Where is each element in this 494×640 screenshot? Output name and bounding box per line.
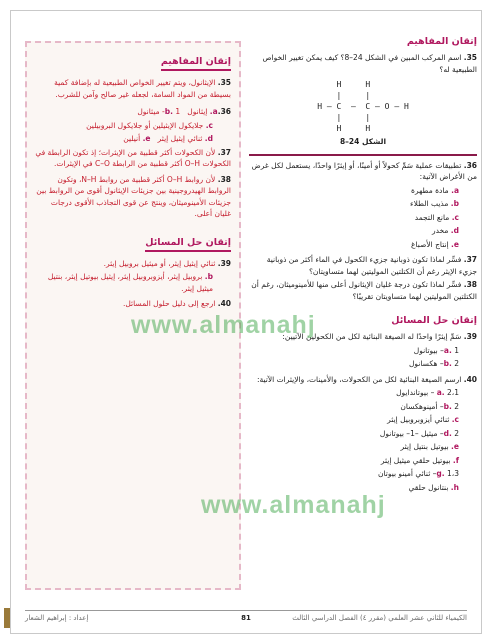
list-item: a. مادة مطهرة <box>411 185 459 195</box>
list-item: c. مانع التجمد <box>414 212 459 222</box>
question-36-list <box>249 185 477 251</box>
footer-course: الكيمياء للثاني عشر العلمي (مقرر ٤) الفصل الدراسي الثالث <box>292 614 467 622</box>
footer-author: إعداد : إبراهيم الشعار <box>25 614 89 622</box>
watermark-top: www.almanahj <box>131 311 316 339</box>
list-item: d. 2– ميثيل –1– بيوتانول <box>379 428 459 438</box>
answer-39: 39. ثنائي إيثيل إيثر، أو ميثيل بروبيل إيثر. <box>103 258 231 268</box>
ethanol-structure: H H | | H — C — C — O — H | | H H <box>317 80 409 133</box>
right-concepts-header: إتقان المفاهيم <box>406 36 477 47</box>
list-item: h. بنتانول حلقي <box>408 482 459 492</box>
list-item: b. 2– هكسانول <box>408 359 459 368</box>
answer-38: 38. لأن روابط O–H أكثر قطبية من روابط N–H، وتكون الروابط الهيدروجينية بين جزيئات الإيثانول أقوى من الروابط بين جزيئات الأمينوميثان، وينتج عن قوى التجاذب الأقوى درجات غليان أعلى. <box>36 174 231 218</box>
document-page <box>10 10 482 634</box>
list-item: c. ثنائي أيزوبروبيل إيثر <box>387 415 459 424</box>
question-39-list <box>249 345 477 370</box>
answer-35: 35. الإيثانول، ويتم تغيير الخواص الطبيعية له بإضافة كمية بسيطة من المواد السامة، لجعله غير صالح وآمن للشرب. <box>54 78 231 99</box>
left-concepts-header: إتقان المفاهيم <box>161 56 231 71</box>
answer-39-b: b. بروبيل إيثر، أيزوبروبيل إيثر، إيثيل بيوتيل إيثر، بنتيل ميثيل إيثر. <box>47 272 213 293</box>
right-mastery-header: إتقان حل المسائل <box>391 315 477 326</box>
figure-caption: الشكل 24–8 <box>339 137 387 146</box>
question-39: 39. سَمِّ إيثرًا واحدًا له الصيغة البنائية لكل من الكحولين الآتيين: <box>282 332 477 341</box>
list-item: e. بيوتيل بنتيل إيثر <box>400 442 459 451</box>
question-35: 35. اسم المركب المبين في الشكل 24–8؟ كيف يمكن تغيير الخواص الطبيعية له؟ <box>262 53 477 74</box>
question-36: 36. تطبيقات عملية سَمِّ كحولاً أو أمينًا، أو إيثرًا واحدًا، يستعمل لكل غرض من الأغراض الآتية: <box>251 160 477 181</box>
question-40-list <box>249 387 477 493</box>
answer-36-a: 36.a. إيثانول b. 1- ميثانول <box>137 107 231 116</box>
question-40: 40. ارسم الصيغة البنائية لكل من الكحولات، والأمينات، والإيثرات الآتية: <box>256 374 477 384</box>
list-item: d. مخدر <box>431 226 459 235</box>
left-mastery-header: إتقان حل المسائل <box>145 237 231 252</box>
list-item: a. 2،1 – بيوتاندايول <box>396 388 459 397</box>
questions-column <box>249 29 477 495</box>
page-number: 81 <box>241 614 251 622</box>
answer-40: 40. ارجع إلى دليل حلول المسائل. <box>122 299 231 308</box>
page-footer <box>25 610 467 625</box>
list-item: f. بيوتيل حلقي ميثيل إيثر <box>380 455 459 465</box>
list-item: b. مذيب الطلاء <box>410 199 459 208</box>
list-item: b. 2– أمينوهكسان <box>400 401 459 411</box>
list-item: a. 1– بيوتانول <box>413 345 459 355</box>
answer-36-d: d. ثنائي إيثيل إيثر e. أنيلين <box>123 134 213 143</box>
page-edge-tab <box>4 608 10 628</box>
section-divider <box>249 154 477 156</box>
answer-37: 37. لأن الكحولات أكثر قطبية من الإيثرات؛ إذ تكون الرابطة في الكحولات O–H أكثر قطبية من الرابطة C–O في الإيثرات. <box>35 147 231 168</box>
question-38: 38. فسِّر لماذا تكون درجة غليان الإيثانول أعلى منها للأمينوميثان، رغم أن الكتلتين الموليتين لهما متساويتان تقريبًا؟ <box>251 280 477 301</box>
answer-36-c: c. جلايكول الإيثيلين أو جلايكول البروبيلين <box>86 120 213 130</box>
list-item: g. 1،3– ثنائي أمينو بيوتان <box>377 469 459 478</box>
list-item: e. إنتاج الأصباغ <box>410 239 459 249</box>
question-37: 37. فسِّر لماذا تكون ذوبانية جزيء الكحول في الماء أكثر من ذوبانية جزيء الإيثر رغم أن الكتلتين الموليتين لهما متساويتان؟ <box>266 255 477 276</box>
watermark-bottom: www.almanahj <box>201 491 386 519</box>
